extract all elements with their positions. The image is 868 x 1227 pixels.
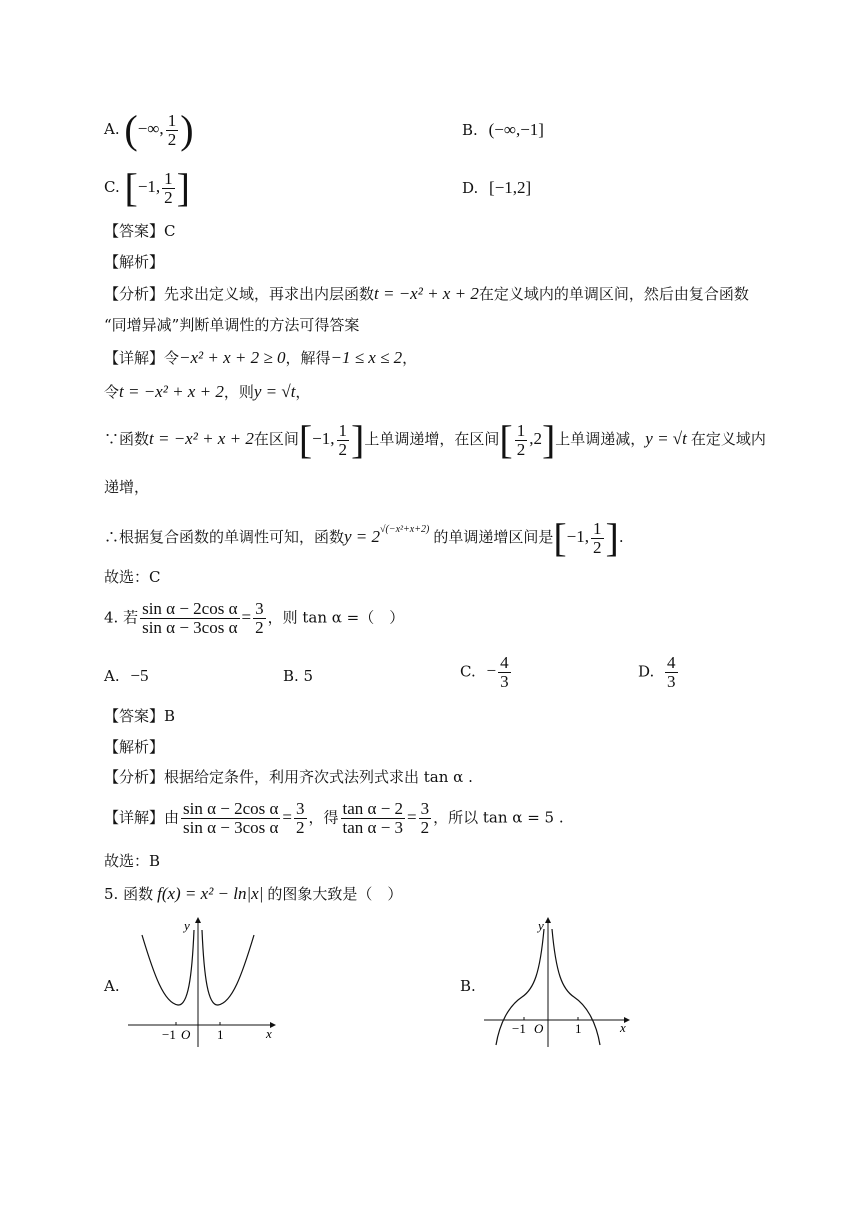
- interval-left: −∞,: [137, 118, 164, 138]
- option-label: C.: [104, 177, 120, 196]
- q5-graph-b: [478, 915, 638, 1050]
- text: ∵函数: [104, 429, 150, 448]
- q3-option-d: [462, 178, 531, 198]
- text: 在定义域内: [690, 429, 766, 448]
- text: ∴根据复合函数的单调性可知，函数: [104, 527, 345, 546]
- text: 5. 函数: [104, 885, 154, 903]
- interval: [−1, $\frac{1}{2}$ ]: [124, 165, 190, 210]
- text: 【详解】由: [104, 808, 180, 827]
- q3-option-c: [104, 165, 190, 210]
- frac-den: 2: [420, 817, 430, 837]
- text: ，: [295, 383, 311, 401]
- formula: −1 ≤ x ≤ 2: [330, 348, 403, 367]
- fraction: [253, 600, 266, 637]
- tick-label-pos: 1: [217, 1027, 224, 1042]
- formula: y = √t: [645, 428, 687, 448]
- tick-label-pos: 1: [575, 1021, 582, 1036]
- frac-den: 2: [516, 439, 526, 459]
- text: ，得: [308, 808, 339, 827]
- q5-graph-a: [120, 915, 280, 1050]
- formula: t = −x² + x + 2: [119, 382, 224, 401]
- frac-den: 2: [296, 817, 305, 837]
- q3-option-a: [104, 107, 194, 152]
- interval-right: ,2: [529, 428, 542, 448]
- frac-num: 1: [516, 420, 526, 440]
- formula: t = −x² + x + 2: [149, 428, 254, 448]
- frac-den: sin α − 3cos α: [142, 617, 238, 637]
- interval: (−∞,−1]: [488, 120, 544, 139]
- q3-option-b: [462, 120, 544, 140]
- equals: =: [407, 807, 417, 827]
- option-label: A.: [104, 667, 120, 685]
- x-label: x: [620, 1020, 626, 1035]
- formula: −x² + x + 2 ≥ 0: [179, 348, 286, 367]
- text: ，解得: [285, 349, 331, 367]
- q4-option-d: [638, 654, 680, 691]
- text: ，则: [223, 383, 254, 401]
- interval-left: −1,: [566, 526, 590, 546]
- x-label: x: [266, 1026, 272, 1041]
- q4-analysis: 【分析】根据给定条件，利用齐次式法列式求出 tan α .: [104, 768, 473, 786]
- formula: f(x) = x² − ln|x|: [157, 884, 264, 903]
- frac-num: 3: [296, 799, 305, 818]
- interval: [−1,2]: [489, 178, 532, 197]
- interval-left: −1,: [137, 176, 161, 196]
- y-label: y: [184, 918, 190, 933]
- curve-left: [142, 930, 194, 1005]
- frac-den: 2: [593, 537, 602, 557]
- interval: [−1, $\frac{1}{2}$ ]: [553, 515, 619, 560]
- frac-num: 1: [167, 110, 177, 130]
- q3-therefore-line: ∴根据复合函数的单调性可知，函数$y = 2^{√(-x^2+x+2)}$ 的单调递增区间是[−1, $\frac{1}{2}$ ].: [104, 515, 624, 560]
- text: 上单调递减，: [555, 429, 646, 448]
- origin-label: O: [534, 1021, 544, 1036]
- q4-detail: [104, 800, 564, 837]
- frac-den: 2: [164, 187, 173, 207]
- frac-num: 1: [593, 518, 602, 538]
- frac-num: tan α − 2: [342, 799, 404, 818]
- q5-option-a-label: A.: [104, 977, 120, 995]
- option-label: B.: [462, 121, 478, 139]
- formula: y = √t: [253, 382, 296, 401]
- fraction: [294, 800, 307, 837]
- interval-1: [−1, $\frac{1}{2}$ ]: [298, 417, 365, 462]
- q3-final: 故选：C: [104, 568, 161, 586]
- formula: t = −x² + x + 2: [374, 284, 479, 303]
- frac-den: tan α − 3: [342, 817, 404, 837]
- frac-num: 3: [255, 599, 264, 618]
- text: 上单调递增，在区间: [364, 429, 500, 448]
- exponent: √(−x²+x+2): [380, 523, 430, 535]
- frac-num: 3: [420, 799, 430, 818]
- interval-left: −1,: [312, 428, 335, 448]
- fraction: [341, 800, 406, 837]
- y-label: y: [538, 918, 544, 933]
- frac-num: 1: [338, 420, 348, 440]
- text: ，则 tan α =（ ）: [267, 608, 405, 627]
- sign: −: [486, 661, 497, 681]
- q3-analysis-line1: [104, 284, 749, 304]
- option-label: D.: [462, 179, 479, 197]
- fraction: [181, 800, 280, 837]
- q4-option-b: B. 5: [283, 667, 314, 685]
- tick-label-neg: −1: [512, 1021, 526, 1036]
- text: 的单调递增区间是: [433, 527, 554, 546]
- frac-den: sin α − 3cos α: [183, 817, 279, 837]
- q5-stem: [104, 884, 402, 904]
- text: 4. 若: [104, 608, 139, 627]
- y-axis-arrow: [545, 917, 551, 923]
- text: 在定义域内的单调区间，然后由复合函数: [478, 285, 749, 303]
- fraction: [498, 654, 511, 691]
- q3-analysis-line2: “同增异减”判断单调性的方法可得答案: [104, 316, 360, 334]
- fraction: [419, 800, 432, 837]
- option-label: D.: [638, 662, 655, 681]
- tick-label-neg: −1: [162, 1027, 176, 1042]
- q4-final: 故选：B: [104, 852, 161, 870]
- frac-den: 3: [500, 671, 509, 691]
- text: ，: [402, 349, 418, 367]
- curve-right: [202, 930, 254, 1005]
- equals: =: [282, 807, 293, 827]
- q4-stem: [104, 600, 404, 637]
- q5-option-b-label: B.: [460, 977, 476, 995]
- q4-jiexi: 【解析】: [104, 738, 165, 756]
- q3-jiexi: 【解析】: [104, 253, 165, 271]
- frac-den: 2: [338, 439, 348, 459]
- fraction: [665, 654, 678, 691]
- origin-label: O: [181, 1027, 191, 1042]
- frac-num: 4: [500, 653, 509, 672]
- text: 在区间: [253, 429, 299, 448]
- q3-detail-line1: [104, 348, 417, 368]
- q4-option-c: [460, 654, 513, 691]
- interval-2: [ $\frac{1}{2}$ ,2]: [499, 417, 556, 462]
- frac-den: 2: [255, 617, 264, 637]
- q4-answer: 【答案】B: [104, 707, 176, 725]
- interval: (−∞, $\frac{1}{2}$ ): [124, 107, 194, 152]
- text: 【分析】先求出定义域，再求出内层函数: [104, 285, 375, 303]
- q3-because-line: [104, 417, 766, 462]
- y-axis-arrow: [195, 917, 201, 923]
- q3-let-line: [104, 382, 310, 402]
- text: 的图象大致是（ ）: [267, 885, 403, 903]
- fraction: [140, 600, 239, 637]
- frac-num: sin α − 2cos α: [183, 799, 279, 818]
- q3-answer: 【答案】C: [104, 222, 176, 240]
- frac-den: 2: [167, 129, 177, 149]
- frac-num: 1: [164, 168, 173, 188]
- frac-num: sin α − 2cos α: [142, 599, 238, 618]
- text: 【详解】令: [104, 349, 180, 367]
- option-value: −5: [130, 666, 149, 685]
- text: 令: [104, 383, 120, 401]
- text: ，所以 tan α = 5 .: [433, 808, 564, 827]
- q3-increase: 递增，: [104, 478, 150, 496]
- frac-den: 3: [667, 671, 676, 691]
- equals: =: [241, 607, 252, 627]
- option-label: C.: [460, 662, 476, 681]
- option-label: A.: [104, 119, 120, 138]
- formula: y = 2: [344, 526, 381, 546]
- frac-num: 4: [667, 653, 676, 672]
- q4-option-a: [104, 666, 148, 686]
